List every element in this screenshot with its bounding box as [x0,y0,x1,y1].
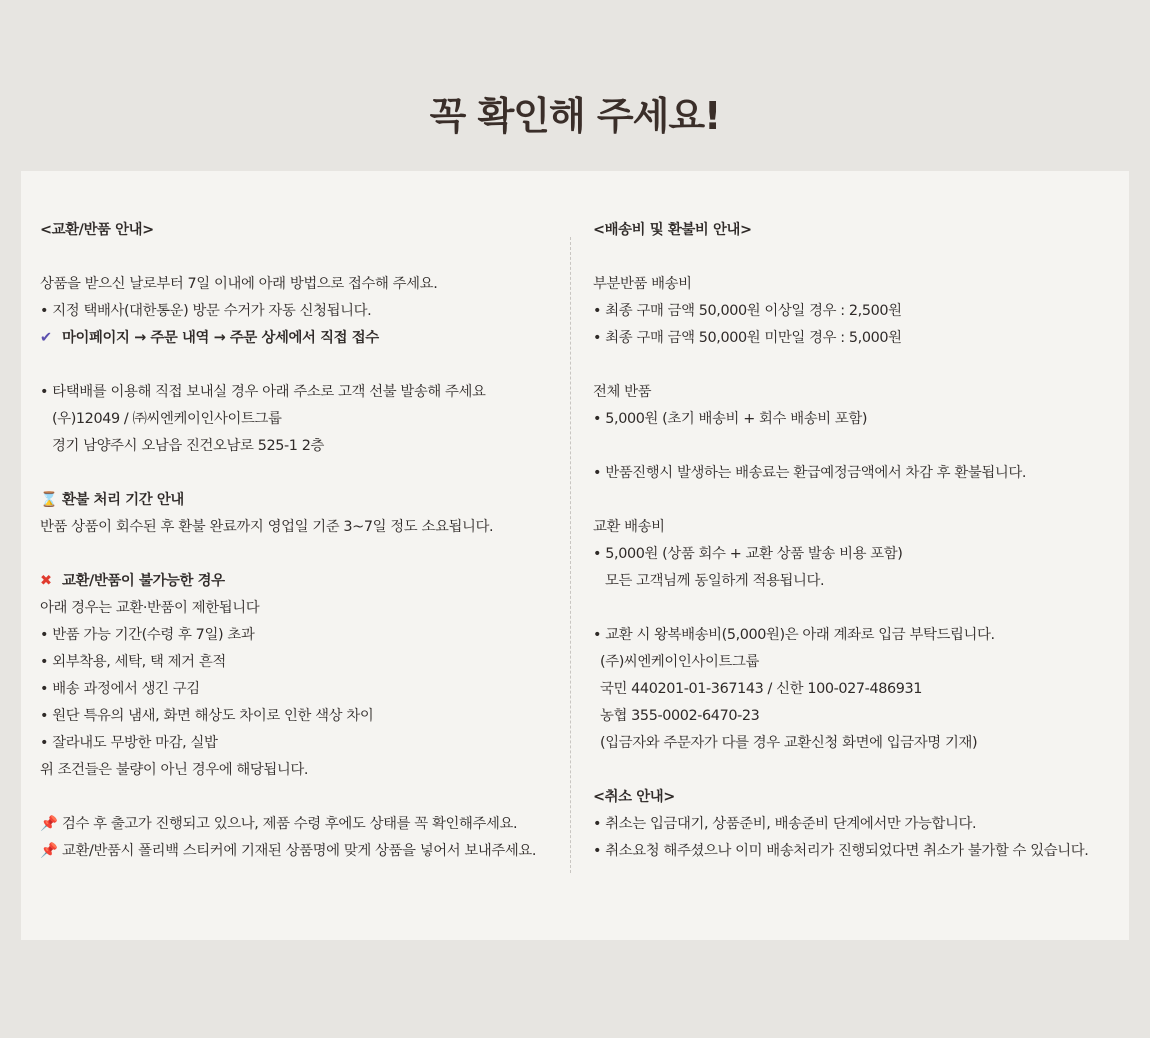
pickup-bullet: • 지정 택배사(대한통운) 방문 수거가 자동 신청됩니다. [40,303,372,319]
hourglass-icon: ⌛ [40,492,58,508]
other-courier-bullet: • 타택배를 이용해 직접 보내실 경우 아래 주소로 고객 선불 발송해 주세요 [40,384,486,400]
notice-card [21,171,1129,940]
full-return-title: 전체 반품 [593,384,652,400]
impossible-item: • 잘라내도 무방한 마감, 실밥 [40,735,218,751]
cross-mark-icon: ✖ [40,573,52,589]
impossible-heading-text: 교환/반품이 불가능한 경우 [62,573,225,589]
pin-note [40,838,570,865]
partial-return-item: • 최종 구매 금액 50,000원 미만일 경우 : 5,000원 [593,330,902,346]
partial-return-item: • 최종 구매 금액 50,000원 이상일 경우 : 2,500원 [593,303,902,319]
page-title: 꼭 확인해 주세요! [429,94,721,138]
refund-period-heading-text: 환불 처리 기간 안내 [62,492,184,508]
exchange-return-column [40,217,570,865]
cancel-item: • 취소는 입금대기, 상품준비, 배송준비 단계에서만 가능합니다. [593,816,977,832]
account-company: (주)씨엔케이인사이트그룹 [600,654,759,670]
check-mark-icon: ✔ [40,330,52,346]
pin-note [40,811,570,838]
deduction-note: • 반품진행시 발생하는 배송료는 환급예정금액에서 차감 후 환불됩니다. [593,465,1027,481]
transfer-note: • 교환 시 왕복배송비(5,000원)은 아래 계좌로 입금 부탁드립니다. [593,627,995,643]
intro-text: 상품을 받으신 날로부터 7일 이내에 아래 방법으로 접수해 주세요. [40,276,438,292]
refund-period-text: 반품 상품이 회수된 후 환불 완료까지 영업일 기준 3~7일 정도 소요됩니다. [40,519,494,535]
exchange-fee-title: 교환 배송비 [593,519,665,535]
return-address-line2: 경기 남양주시 오남읍 진건오남로 525-1 2층 [52,438,324,454]
impossible-note: 위 조건들은 불량이 아닌 경우에 해당됩니다. [40,762,309,778]
shipping-fee-heading: <배송비 및 환불비 안내> [593,222,752,238]
impossible-item: • 반품 가능 기간(수령 후 7일) 초과 [40,627,255,643]
impossible-item: • 배송 과정에서 생긴 구김 [40,681,200,697]
account-bank-line2: 농협 355-0002-6470-23 [600,708,760,724]
account-note: (입금자와 주문자가 다를 경우 교환신청 화면에 입금자명 기재) [600,735,978,751]
partial-return-title: 부분반품 배송비 [593,276,692,292]
impossible-item: • 원단 특유의 냄새, 화면 해상도 차이로 인한 색상 차이 [40,708,374,724]
pushpin-icon: 📌 [40,843,58,859]
exchange-return-heading: <교환/반품 안내> [40,222,154,238]
exchange-fee-sub: 모든 고객님께 동일하게 적용됩니다. [605,573,825,589]
mypage-path-text: 마이페이지 → 주문 내역 → 주문 상세에서 직접 접수 [62,330,379,346]
cancel-heading: <취소 안내> [593,789,675,805]
column-divider [570,237,571,873]
shipping-fee-column [593,217,1123,865]
pushpin-icon: 📌 [40,816,58,832]
impossible-item: • 외부착용, 세탁, 택 제거 흔적 [40,654,226,670]
impossible-intro: 아래 경우는 교환·반품이 제한됩니다 [40,600,260,616]
cancel-item: • 취소요청 해주셨으나 이미 배송처리가 진행되었다면 취소가 불가할 수 있습니다. [593,843,1089,859]
refund-period-heading [40,487,570,514]
account-bank-line1: 국민 440201-01-367143 / 신한 100-027-486931 [600,681,922,697]
pin-note-text: 교환/반품시 폴리백 스티커에 기재된 상품명에 맞게 상품을 넣어서 보내주세요. [62,843,537,859]
pin-note-text: 검수 후 출고가 진행되고 있으나, 제품 수령 후에도 상태를 꼭 확인해주세요. [62,816,518,832]
impossible-heading [40,568,570,595]
return-address-line1: (우)12049 / ㈜씨엔케이인사이트그룹 [52,411,282,427]
full-return-item: • 5,000원 (초기 배송비 + 회수 배송비 포함) [593,411,868,427]
mypage-path [40,325,570,352]
exchange-fee-item: • 5,000원 (상품 회수 + 교환 상품 발송 비용 포함) [593,546,903,562]
